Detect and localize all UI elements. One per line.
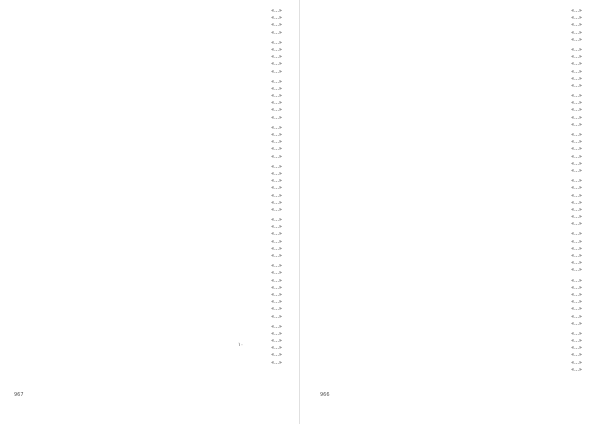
text-line: «...» — [571, 192, 582, 199]
text-line: «...» — [571, 160, 582, 167]
text-line: «...» — [571, 178, 582, 185]
paragraph — [18, 40, 282, 76]
text-line: «...» — [571, 206, 582, 213]
text-line: «...» — [571, 107, 582, 114]
text-line: «...» — [271, 291, 282, 298]
text-line: «...» — [271, 192, 282, 199]
text-line: «...» — [271, 15, 282, 22]
text-line: «...» — [571, 338, 582, 345]
text-line: «...» — [571, 306, 582, 313]
text-line: «...» — [271, 217, 282, 224]
text-line: «...» — [571, 8, 582, 14]
text-line: «...» — [571, 132, 582, 138]
text-line: «...» — [271, 146, 282, 153]
paragraph — [318, 8, 582, 44]
text-line: «...» — [271, 107, 282, 114]
text-line: «...» — [271, 299, 282, 306]
paragraph — [318, 47, 582, 90]
left-text-column — [18, 8, 282, 370]
paragraph — [318, 331, 582, 374]
text-line: «...» — [271, 8, 282, 14]
text-line: «...» — [271, 238, 282, 245]
text-line: «...» — [271, 306, 282, 313]
text-line: «...» — [271, 359, 282, 366]
text-line: «...» — [571, 75, 582, 82]
text-line: «...» — [271, 199, 282, 206]
text-line: «...» — [571, 139, 582, 146]
paragraph — [318, 132, 582, 175]
text-line: «...» — [271, 263, 282, 270]
text-line: «...» — [271, 85, 282, 92]
text-line: «...» — [271, 29, 282, 36]
text-line: «...» — [571, 291, 582, 298]
text-line: «...» — [571, 299, 582, 306]
paragraph — [318, 231, 582, 274]
text-line: «...» — [271, 330, 282, 337]
text-line: «...» — [271, 313, 282, 320]
text-line: «...» — [571, 366, 582, 373]
text-line: «...» — [271, 206, 282, 213]
text-line: «...» — [271, 124, 282, 131]
text-line: «...» — [571, 221, 582, 228]
text-line: «...» — [271, 224, 282, 231]
text-line: «...» — [571, 121, 582, 128]
text-line: «...» — [571, 320, 582, 327]
text-line: «...» — [571, 231, 582, 238]
text-line: «...» — [571, 54, 582, 61]
text-line: «...» — [271, 323, 282, 330]
text-line: «...» — [271, 46, 282, 53]
text-line: «...» — [571, 15, 582, 22]
text-line: «...» — [571, 352, 582, 359]
text-line: «...» — [271, 231, 282, 238]
text-line: «...» — [271, 338, 282, 345]
text-line: «...» — [571, 284, 582, 291]
text-line: «...» — [571, 359, 582, 366]
text-line: «...» — [271, 153, 282, 160]
text-line: «...» — [271, 68, 282, 75]
text-line: «...» — [571, 267, 582, 274]
text-line: «...» — [271, 284, 282, 291]
paragraph — [18, 263, 282, 321]
text-line: «...» — [271, 93, 282, 100]
right-page-number: 966 — [320, 392, 330, 398]
text-line: «...» — [571, 245, 582, 252]
text-line: «...» — [271, 178, 282, 185]
right-page — [300, 0, 600, 424]
text-line: «...» — [571, 185, 582, 192]
text-line: «...» — [571, 22, 582, 29]
text-line: «...» — [571, 214, 582, 221]
text-line: «...» — [271, 54, 282, 61]
text-line: «...» — [271, 352, 282, 359]
text-line: «...» — [271, 163, 282, 170]
text-line: «...» — [571, 153, 582, 160]
text-line: «...» — [571, 345, 582, 352]
text-line: «...» — [571, 330, 582, 337]
paragraph — [18, 79, 282, 122]
paragraph — [18, 164, 282, 214]
paragraph — [18, 217, 282, 260]
text-line: «...» — [571, 68, 582, 75]
text-line: «...» — [271, 132, 282, 138]
paragraph — [318, 178, 582, 228]
paragraph — [18, 8, 282, 37]
text-line: «...» — [271, 170, 282, 177]
text-line: «...» — [571, 253, 582, 259]
text-line: «...» — [271, 345, 282, 352]
paragraph — [318, 93, 582, 129]
text-line: «...» — [571, 260, 582, 267]
text-line: «...» — [271, 61, 282, 68]
text-line: «...» — [271, 100, 282, 107]
text-line: «...» — [571, 277, 582, 284]
text-line: «...» — [271, 277, 282, 284]
text-line: «...» — [271, 245, 282, 252]
left-inner-number: ۱۰ — [238, 342, 244, 348]
text-line: «...» — [571, 100, 582, 107]
text-line: «...» — [271, 253, 282, 259]
text-line: «...» — [571, 167, 582, 174]
text-line: «...» — [271, 39, 282, 46]
text-line: «...» — [571, 199, 582, 206]
text-line: «...» — [271, 185, 282, 192]
text-line: «...» — [571, 114, 582, 121]
text-line: «...» — [571, 313, 582, 320]
text-line: «...» — [571, 36, 582, 43]
text-line: «...» — [271, 114, 282, 121]
text-line: «...» — [571, 29, 582, 36]
paragraph — [318, 278, 582, 328]
left-page-number: 967 — [14, 392, 24, 398]
text-line: «...» — [571, 238, 582, 245]
paragraph — [18, 125, 282, 161]
text-line: «...» — [571, 93, 582, 100]
text-line: «...» — [271, 270, 282, 277]
right-text-column — [318, 8, 582, 377]
text-line: «...» — [571, 61, 582, 68]
text-line: «...» — [271, 139, 282, 146]
text-line: «...» — [571, 82, 582, 89]
text-line: «...» — [571, 46, 582, 53]
text-line: «...» — [271, 22, 282, 29]
text-line: «...» — [271, 78, 282, 85]
text-line: «...» — [571, 146, 582, 153]
